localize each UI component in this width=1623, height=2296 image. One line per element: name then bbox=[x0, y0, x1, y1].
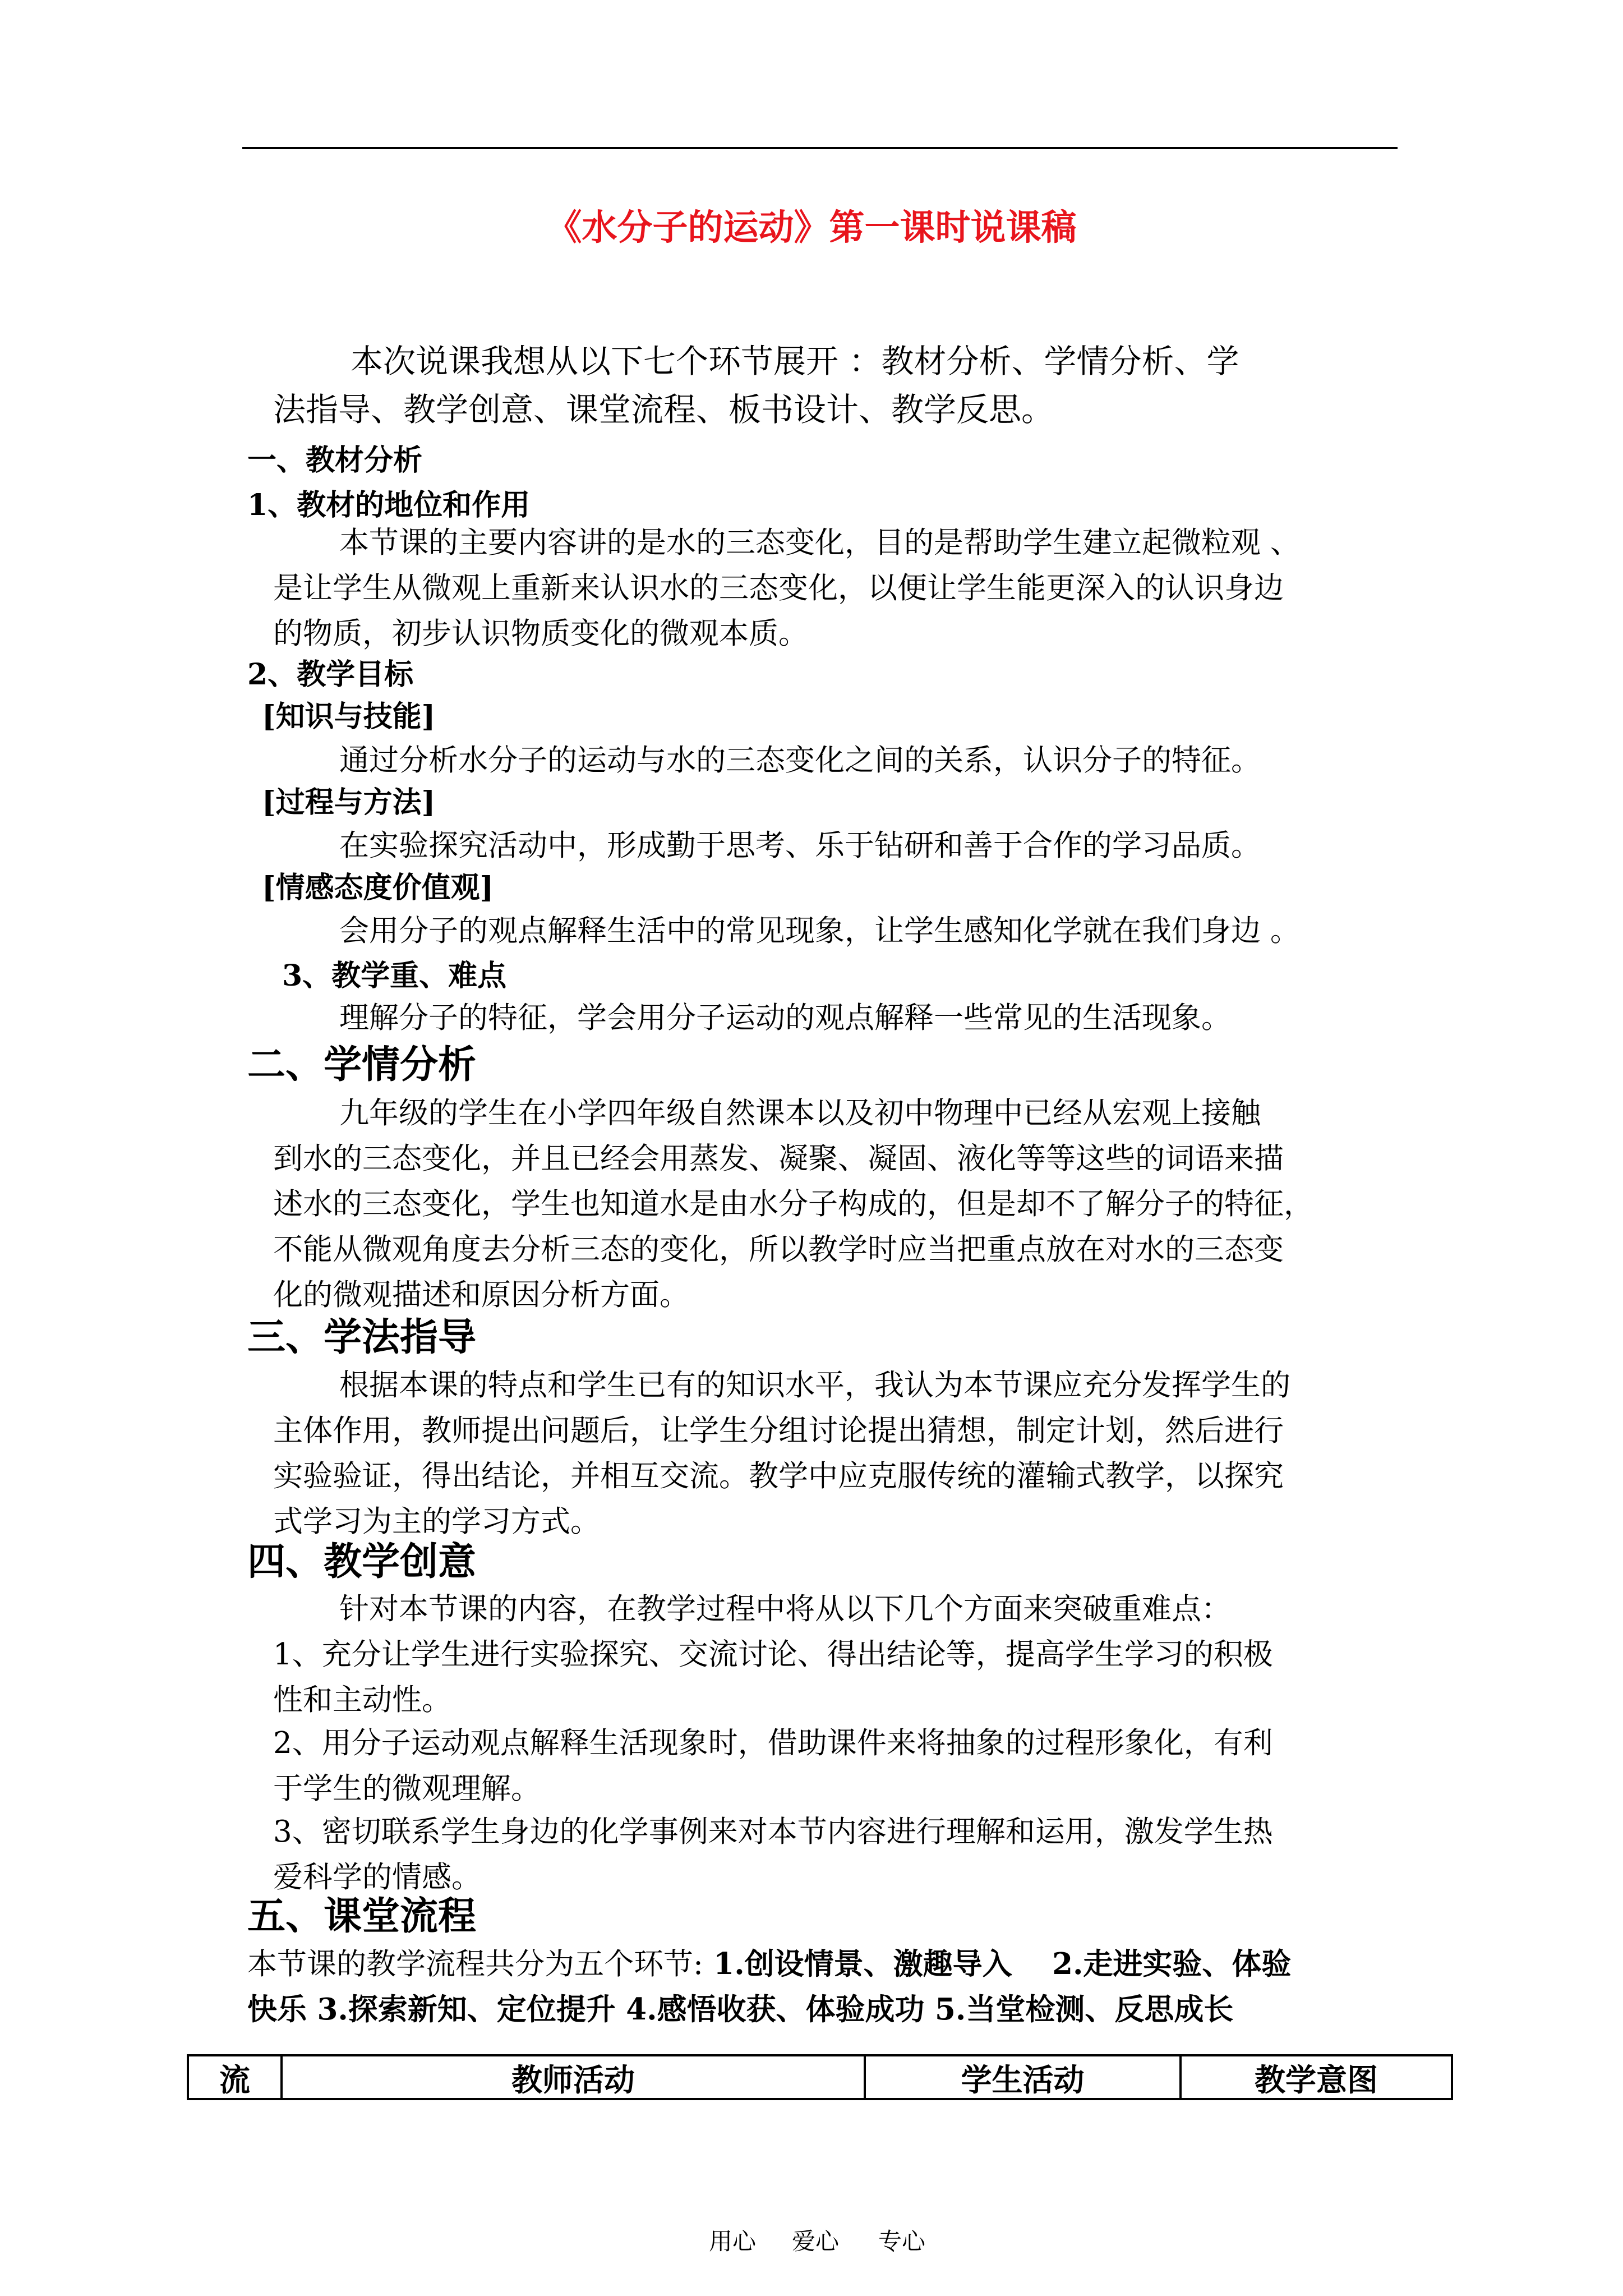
flow-table-header bbox=[187, 2054, 1453, 2100]
paragraph-line: 式学习为主的学习方式。 bbox=[273, 1504, 600, 1539]
goal-text: 通过分析水分子的运动与水的三态变化之间的关系，认识分子的特征。 bbox=[339, 743, 1261, 777]
section-heading-2: 二、学情分析 bbox=[247, 1042, 477, 1087]
footer-text: 专心 bbox=[878, 2228, 926, 2255]
table-header-cell-student: 学生活动 bbox=[866, 2056, 1182, 2098]
section-heading-1: 一、教材分析 bbox=[247, 443, 423, 477]
document-title: 《水分子的运动》第一课时说课稿 bbox=[546, 206, 1077, 248]
intro-line-2: 法指导、教学创意、课堂流程、板书设计、教学反思。 bbox=[273, 390, 1054, 429]
paragraph-line: 针对本节课的内容，在教学过程中将从以下几个方面来突破重难点： bbox=[339, 1592, 1231, 1626]
paragraph-line: 根据本课的特点和学生已有的知识水平，我认为本节课应充分发挥学生的 bbox=[339, 1368, 1290, 1402]
list-item: 1、充分让学生进行实验探究、交流讨论、得出结论等，提高学生学习的积极 bbox=[273, 1637, 1273, 1672]
goal-label-knowledge: [知识与技能] bbox=[262, 700, 436, 734]
paragraph-line: 九年级的学生在小学四年级自然课本以及初中物理中已经从宏观上接触 bbox=[339, 1096, 1261, 1130]
list-item: 3、密切联系学生身边的化学事例来对本节内容进行理解和运用，激发学生热 bbox=[273, 1815, 1273, 1849]
list-item: 爱科学的情感。 bbox=[273, 1860, 481, 1894]
subheading-1-3: 3、教学重、难点 bbox=[282, 959, 507, 993]
goal-text: 会用分子的观点解释生活中的常见现象，让学生感知化学就在我们身边 。 bbox=[339, 914, 1300, 948]
flow-summary-line-1 bbox=[247, 1940, 1291, 1983]
section-heading-4: 四、教学创意 bbox=[247, 1539, 477, 1584]
list-item: 2、用分子运动观点解释生活现象时，借助课件来将抽象的过程形象化，有利 bbox=[273, 1726, 1273, 1760]
goal-label-process: [过程与方法] bbox=[262, 785, 436, 820]
intro-line-1: 本次说课我想从以下七个环节展开 ：教材分析、学情分析、学 bbox=[351, 342, 1239, 380]
flow-summary-steps: 1.创设情景、激趣导入 2.走进实验、体验 bbox=[703, 1947, 1292, 1981]
paragraph-line: 述水的三态变化，学生也知道水是由水分子构成的，但是却不了解分子的特征， bbox=[273, 1187, 1313, 1221]
paragraph-line: 不能从微观角度去分析三态的变化，所以教学时应当把重点放在对水的三态变 bbox=[273, 1232, 1284, 1267]
paragraph-line: 的物质，初步认识物质变化的微观本质。 bbox=[273, 616, 808, 651]
goal-label-attitude: [情感态度价值观] bbox=[262, 871, 494, 905]
table-header-cell-teacher: 教师活动 bbox=[283, 2056, 866, 2098]
table-header-cell-flow: 流 bbox=[189, 2056, 283, 2098]
footer-text: 爱心 bbox=[792, 2228, 840, 2255]
list-item: 于学生的微观理解。 bbox=[273, 1772, 541, 1806]
section-heading-3: 三、学法指导 bbox=[247, 1315, 477, 1360]
paragraph-line: 理解分子的特征，学会用分子运动的观点解释一些常见的生活现象。 bbox=[339, 1001, 1231, 1035]
flow-summary-lead: 本节课的教学流程共分为五个环节: bbox=[247, 1947, 703, 1981]
header-rule bbox=[242, 147, 1398, 149]
table-header-cell-intent: 教学意图 bbox=[1254, 2061, 1378, 2098]
section-heading-5: 五、课堂流程 bbox=[247, 1894, 477, 1939]
flow-summary-line-2: 快乐 3.探索新知、定位提升 4.感悟收获、体验成功 5.当堂检测、反思成长 bbox=[247, 1992, 1234, 2027]
footer-text: 用心 bbox=[709, 2228, 757, 2255]
paragraph-line: 化的微观描述和原因分析方面。 bbox=[273, 1278, 689, 1312]
paragraph-line: 是让学生从微观上重新来认识水的三态变化，以便让学生能更深入的认识身边 bbox=[273, 571, 1284, 605]
subheading-1-1: 1、教材的地位和作用 bbox=[247, 488, 531, 522]
list-item: 性和主动性。 bbox=[273, 1683, 451, 1717]
paragraph-line: 主体作用，教师提出问题后，让学生分组讨论提出猜想，制定计划，然后进行 bbox=[273, 1414, 1284, 1448]
paragraph-line: 到水的三态变化，并且已经会用蒸发、凝聚、凝固、液化等等这些的词语来描 bbox=[273, 1142, 1284, 1176]
subheading-1-2: 2、教学目标 bbox=[247, 657, 414, 692]
goal-text: 在实验探究活动中，形成勤于思考、乐于钻研和善于合作的学习品质。 bbox=[339, 829, 1261, 863]
paragraph-line: 本节课的主要内容讲的是水的三态变化，目的是帮助学生建立起微粒观 、 bbox=[339, 526, 1300, 560]
paragraph-line: 实验验证，得出结论，并相互交流。教学中应克服传统的灌输式教学，以探究 bbox=[273, 1459, 1284, 1493]
